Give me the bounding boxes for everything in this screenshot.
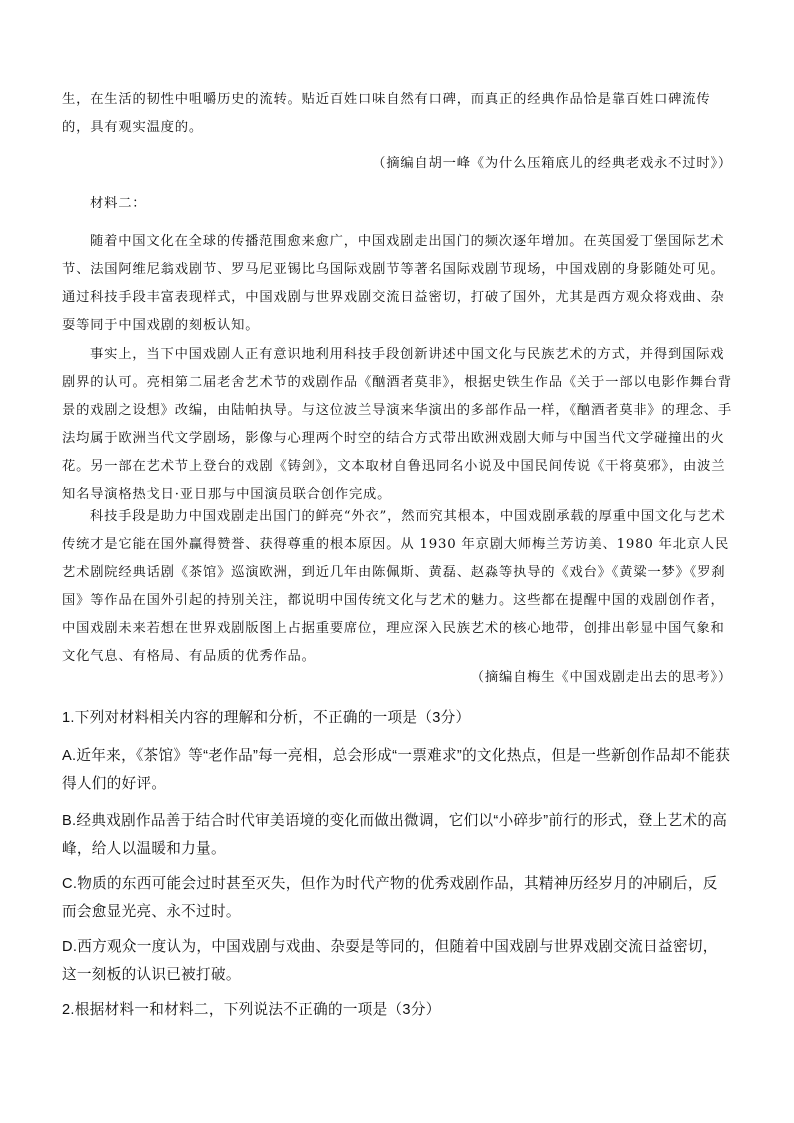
question-1-option-b: B.经典戏剧作品善于结合时代审美语境的变化而做出微调，它们以“小碎步”前行的形式，登上艺术的高峰，给人以温暖和力量。 (62, 813, 728, 857)
question-1-option-c: C.物质的东西可能会过时甚至灭失，但作为时代产物的优秀戏剧作品，其精神历经岁月的冲刷后，反而会愈显光亮、永不过时。 (62, 876, 718, 920)
material-two-heading: 材料二： (90, 196, 147, 211)
question-1-stem: 1.下列对材料相关内容的理解和分析，不正确的一项是（3分） (62, 710, 471, 726)
source-citation-two: （摘编自梅生《中国戏剧走出去的思考》） (470, 670, 732, 685)
question-1-option-a: A.近年来，《茶馆》等“老作品”每一亮相，总会形成“一票难求”的文化热点，但是一些新创作品却不能获得人们的好评。 (62, 748, 731, 792)
material-two-paragraph-1: 随着中国文化在全球的传播范围愈来愈广，中国戏剧走出国门的频次逐年增加。在英国爱丁堡国际艺术节、法国阿维尼翁戏剧节、罗马尼亚锡比乌国际戏剧节等著名国际戏剧节现场，中国戏剧的身影随处可见。通过科技手段丰富表现样式，中国戏剧与世界戏剧交流日益密切，打破了国外，尤其是西方观众将戏曲、杂耍等同于中国戏剧的刻板认知。 (62, 234, 725, 333)
material-two-paragraph-2: 事实上，当下中国戏剧人正有意识地利用科技手段创新讲述中国文化与民族艺术的方式，并得到国际戏剧界的认可。亮相第二届老舍艺术节的戏剧作品《酗酒者莫非》，根据史铁生作品《关于一部以电影作舞台背景的戏剧之设想》改编，由陆帕执导。与这位波兰导演来华演出的多部作品一样，《酗酒者莫非》的理念、手法均属于欧洲当代文学剧场，影像与心理两个时空的结合方式带出欧洲戏剧大师与中国当代文学碰撞出的火花。另一部在艺术节上登台的戏剧《铸剑》，文本取材自鲁迅同名小说及中国民间传说《干将莫邪》，由波兰知名导演格热戈日·亚日那与中国演员联合创作完成。 (62, 347, 732, 502)
question-1-option-d: D.西方观众一度认为，中国戏剧与戏曲、杂耍是等同的，但随着中国戏剧与世界戏剧交流日益密切，这一刻板的认识已被打破。 (62, 939, 718, 983)
material-one-tail: 生，在生活的韧性中咀嚼历史的流转。贴近百姓口味自然有口碑，而真正的经典作品恰是靠百姓口碑流传的，具有观实温度的。 (62, 92, 711, 135)
material-two-paragraph-3: 科技手段是助力中国戏剧走出国门的鲜亮“外衣”，然而究其根本，中国戏剧承载的厚重中国文化与艺术传统才是它能在国外赢得赞誉、获得尊重的根本原因。从 1930 年京剧大师梅兰芳访美、1980 年北京人民艺术剧院经典话剧《茶馆》巡演欧洲，到近几年由陈佩斯、黄磊、赵淼等执导的《戏台》《黄粱一梦》《罗刹国》等作品在国外引起的持别关注，都说明中国传统文化与艺术的魅力。这些都在提醒中国的戏剧创作者，中国戏剧未来若想在世界戏剧版图上占据重要席位，理应深入民族艺术的核心地带，创排出彰显中国气象和文化气息、有格局、有品质的优秀作品。 (62, 509, 730, 664)
source-citation-one: （摘编自胡一峰《为什么压箱底儿的经典老戏永不过时》） (372, 156, 732, 171)
question-2-stem: 2.根据材料一和材料二，下列说法不正确的一项是（3分） (62, 1002, 441, 1018)
